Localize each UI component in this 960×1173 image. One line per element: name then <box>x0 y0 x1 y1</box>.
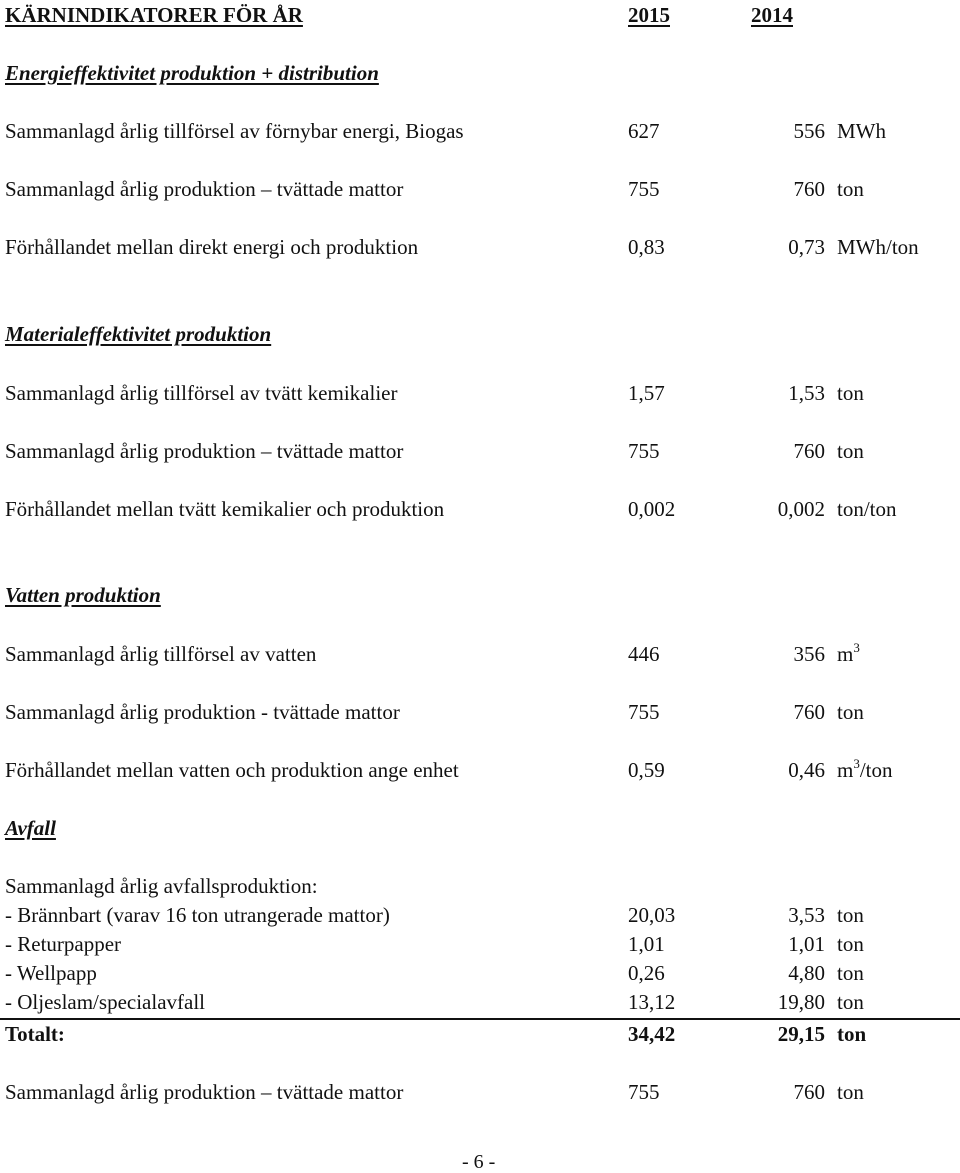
value-2014: 760 <box>793 1080 825 1104</box>
report-title: KÄRNINDIKATORER FÖR ÅR <box>5 3 303 27</box>
table-row <box>0 383 960 407</box>
row-label: - Brännbart (varav 16 ton utrangerade mattor) <box>5 903 390 927</box>
value-2015: 755 <box>628 700 660 724</box>
unit: ton/ton <box>837 497 897 521</box>
table-row <box>0 179 960 203</box>
row-label: Sammanlagd årlig produktion – tvättade mattor <box>5 1080 404 1104</box>
table-row <box>0 992 960 1016</box>
unit: ton <box>837 700 864 724</box>
value-2014: 760 <box>793 439 825 463</box>
value-2014: 1,01 <box>788 932 825 956</box>
table-row <box>0 702 960 726</box>
value-2015: 0,26 <box>628 961 665 985</box>
value-2014: 0,73 <box>788 235 825 259</box>
unit: ton <box>837 932 864 956</box>
total-2014: 29,15 <box>777 1022 825 1046</box>
table-row <box>0 905 960 929</box>
total-2015: 34,42 <box>628 1022 676 1046</box>
value-2014: 356 <box>793 642 825 666</box>
unit: ton <box>837 990 864 1014</box>
unit: ton <box>837 177 864 201</box>
unit: ton <box>837 439 864 463</box>
year-2014-header: 2014 <box>751 3 793 27</box>
value-2014: 4,80 <box>788 961 825 985</box>
row-label: Sammanlagd årlig tillförsel av vatten <box>5 642 317 666</box>
year-2015-header: 2015 <box>628 3 670 27</box>
unit: MWh <box>837 119 886 143</box>
value-2015: 755 <box>628 177 660 201</box>
section-title-material: Materialeffektivitet produktion <box>5 322 272 346</box>
value-2015: 446 <box>628 642 660 666</box>
unit <box>837 756 893 782</box>
row-label: Sammanlagd årlig produktion - tvättade mattor <box>5 700 400 724</box>
table-row <box>0 121 960 145</box>
page-number: - 6 - <box>462 1151 496 1173</box>
value-2015: 20,03 <box>628 903 676 927</box>
total-unit: ton <box>837 1022 867 1046</box>
row-label: Sammanlagd årlig produktion – tvättade mattor <box>5 177 404 201</box>
value-2014: 760 <box>793 177 825 201</box>
value-2014: 1,53 <box>788 381 825 405</box>
value-2014: 0,002 <box>777 497 825 521</box>
total-divider <box>0 1018 960 1020</box>
row-label: Förhållandet mellan tvätt kemikalier och produktion <box>5 497 445 521</box>
table-row <box>0 934 960 958</box>
row-label: Sammanlagd årlig tillförsel av förnybar energi, Biogas <box>5 119 464 143</box>
unit-suffix: /ton <box>859 758 893 782</box>
unit <box>837 640 860 666</box>
row-label: - Wellpapp <box>5 961 97 985</box>
unit: ton <box>837 381 864 405</box>
value-2014: 556 <box>793 119 825 143</box>
unit-exponent: 3 <box>853 756 860 771</box>
section-title-water: Vatten produktion <box>5 583 161 607</box>
unit: ton <box>837 961 864 985</box>
value-2015: 13,12 <box>628 990 676 1014</box>
section-title-waste: Avfall <box>5 816 56 840</box>
waste-intro: Sammanlagd årlig avfallsproduktion: <box>5 874 318 898</box>
value-2015: 627 <box>628 119 660 143</box>
row-label: Sammanlagd årlig produktion – tvättade mattor <box>5 439 404 463</box>
row-label: - Returpapper <box>5 932 122 956</box>
unit-base: m <box>837 758 854 782</box>
value-2015: 755 <box>628 439 660 463</box>
table-row <box>0 441 960 465</box>
value-2015: 0,59 <box>628 758 665 782</box>
value-2015: 1,01 <box>628 932 665 956</box>
table-row <box>0 237 960 261</box>
table-row <box>0 1082 960 1106</box>
value-2014: 760 <box>793 700 825 724</box>
value-2015: 1,57 <box>628 381 665 405</box>
table-row <box>0 640 960 668</box>
table-row <box>0 756 960 784</box>
unit-base: m <box>837 642 854 666</box>
unit: ton <box>837 1080 864 1104</box>
value-2015: 0,83 <box>628 235 665 259</box>
value-2014: 19,80 <box>777 990 825 1014</box>
value-2015: 0,002 <box>628 497 676 521</box>
unit: ton <box>837 903 864 927</box>
value-2015: 755 <box>628 1080 660 1104</box>
waste-intro-row <box>0 876 960 900</box>
value-2014: 3,53 <box>788 903 825 927</box>
total-label: Totalt: <box>5 1022 65 1046</box>
value-2014: 0,46 <box>788 758 825 782</box>
unit: MWh/ton <box>837 235 919 259</box>
table-row <box>0 499 960 523</box>
table-header <box>0 5 960 29</box>
unit-exponent: 3 <box>853 640 860 655</box>
total-row <box>0 1024 960 1048</box>
row-label: Förhållandet mellan vatten och produktion ange enhet <box>5 758 459 782</box>
row-label: - Oljeslam/specialavfall <box>5 990 206 1014</box>
section-title-energy: Energieffektivitet produktion + distribution <box>5 61 379 85</box>
row-label: Förhållandet mellan direkt energi och produktion <box>5 235 419 259</box>
row-label: Sammanlagd årlig tillförsel av tvätt kemikalier <box>5 381 398 405</box>
table-row <box>0 963 960 987</box>
